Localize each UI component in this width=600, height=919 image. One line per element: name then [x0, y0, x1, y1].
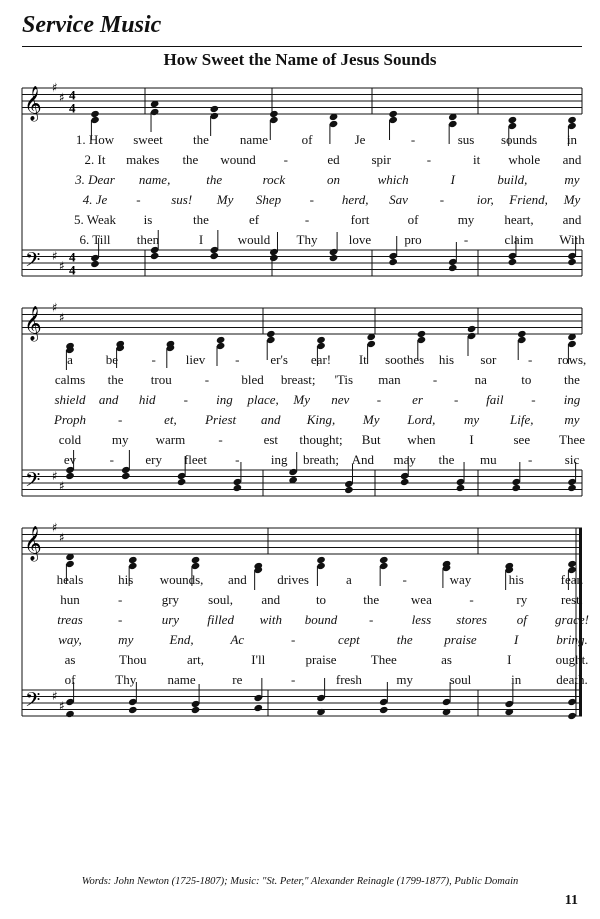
lyric-syllable: 4. Je	[82, 192, 108, 207]
lyric-syllable: -	[369, 612, 374, 627]
verse-line-4	[0, 630, 600, 650]
lyric-syllable: drives	[277, 572, 309, 587]
lyric-syllable: -	[118, 592, 123, 607]
lyric-syllable: 6. Till	[79, 232, 111, 247]
lyric-syllable: the	[182, 152, 199, 167]
lyric-syllable: Thee	[559, 432, 585, 447]
lyric-syllable: the	[396, 632, 413, 647]
lyric-syllable: warm	[155, 432, 186, 447]
lyric-syllable: hun	[60, 592, 80, 607]
note-head	[65, 472, 75, 480]
lyric-syllable: sus!	[171, 192, 193, 207]
sharp-icon: ♯	[52, 249, 58, 263]
lyric-syllable: cold	[58, 432, 82, 447]
time-signature-denominator: 4	[69, 100, 76, 116]
lyric-syllable: Proph	[53, 412, 87, 427]
verse-line-2	[0, 590, 600, 610]
lyric-syllable: My	[362, 412, 380, 427]
lyric-syllable: spir	[371, 152, 391, 167]
lyric-syllable: ury	[161, 612, 180, 627]
note-head	[209, 252, 219, 260]
lyric-syllable: heals	[56, 572, 84, 587]
lyric-syllable: Thee	[370, 652, 397, 667]
verse-line-1	[0, 130, 600, 150]
lyric-syllable: mu	[480, 452, 497, 467]
lyric-syllable: be	[105, 352, 118, 367]
lyric-syllable: 'Tis	[334, 372, 354, 387]
lyric-syllable: thought;	[299, 432, 343, 447]
lyric-syllable: bring.	[556, 632, 588, 647]
lyric-syllable: a	[345, 572, 352, 587]
lyric-syllable: re	[232, 672, 243, 687]
lyric-syllable: na	[474, 372, 487, 387]
sharp-icon: ♯	[59, 259, 65, 273]
lyric-syllable: art,	[187, 652, 204, 667]
lyric-syllable: I'll	[251, 652, 266, 667]
lyric-syllable: Friend,	[509, 192, 548, 207]
note-head	[456, 484, 466, 492]
lyric-syllable: whole	[508, 152, 541, 167]
lyric-syllable: -	[439, 192, 445, 207]
lyric-syllable: Je	[354, 132, 366, 147]
lyric-syllable: pro	[404, 232, 422, 247]
lyric-syllable: Priest	[205, 412, 237, 427]
treble-clef-icon: 𝄞	[24, 86, 42, 121]
lyric-syllable: the	[438, 452, 455, 467]
sharp-icon: ♯	[52, 689, 58, 703]
time-signature-numerator: 4	[69, 87, 76, 103]
lyric-syllable: my	[118, 632, 134, 647]
note-head	[508, 258, 518, 266]
lyric-syllable: fresh	[335, 672, 362, 687]
lyric-syllable: with	[259, 612, 282, 627]
lyric-syllable: I	[507, 652, 512, 667]
lyric-syllable: death.	[556, 672, 588, 687]
lyric-syllable: fail	[486, 392, 504, 407]
lyric-syllable: to	[521, 372, 532, 387]
lyric-syllable: It	[358, 352, 367, 367]
verse-line-5	[0, 210, 600, 230]
sharp-icon: ♯	[52, 469, 58, 483]
note-head	[209, 105, 219, 113]
verse-line-6	[0, 450, 600, 470]
lyric-syllable: fleet	[183, 452, 208, 467]
lyric-syllable: which	[377, 172, 409, 187]
lyric-syllable: 2. It	[84, 152, 106, 167]
lyric-syllable: -	[527, 452, 533, 467]
lyric-syllable: Life,	[510, 412, 534, 427]
lyric-syllable: stores	[456, 612, 487, 627]
lyric-syllable: and	[261, 592, 281, 607]
verse-line-6	[0, 230, 600, 250]
lyric-syllable: -	[151, 352, 156, 367]
lyric-syllable: Thy	[296, 232, 318, 247]
verse-line-3	[0, 610, 600, 630]
lyric-syllable: then	[136, 232, 160, 247]
verse-line-2	[0, 370, 600, 390]
lyric-syllable: King,	[306, 412, 336, 427]
lyric-syllable: praise	[444, 632, 477, 647]
lyric-syllable: ing	[216, 392, 233, 407]
lyric-syllable: Lord,	[407, 412, 436, 427]
lyric-syllable: his	[118, 572, 134, 587]
lyric-syllable: Thou	[119, 652, 147, 667]
lyric-syllable: and	[227, 572, 247, 587]
lyric-syllable: praise	[305, 652, 337, 667]
lyric-syllable: Sav	[389, 192, 408, 207]
lyric-syllable: to	[315, 592, 327, 607]
music-system-2	[0, 300, 600, 510]
lyric-syllable: hid	[138, 392, 156, 407]
lyric-syllable: in	[566, 132, 578, 147]
verse-line-3	[0, 390, 600, 410]
lyric-syllable: way	[449, 572, 472, 587]
lyric-syllable: I	[469, 432, 474, 447]
lyric-syllable: -	[118, 412, 123, 427]
sharp-icon: ♯	[59, 310, 65, 325]
lyric-syllable: soul,	[208, 592, 234, 607]
lyric-syllable: -	[290, 632, 296, 647]
note-head	[344, 486, 354, 494]
lyric-syllable: my	[564, 172, 580, 187]
lyric-syllable: -	[463, 232, 469, 247]
lyric-syllable: name,	[138, 172, 171, 187]
lyric-syllable: when	[407, 432, 436, 447]
note-head	[329, 254, 339, 262]
time-signature-numerator: 4	[69, 249, 76, 265]
lyric-syllable: -	[235, 352, 240, 367]
lyric-syllable: wound	[220, 152, 256, 167]
music-system-3	[0, 520, 600, 730]
sharp-icon: ♯	[52, 300, 58, 315]
note-head	[448, 264, 458, 272]
lyric-syllable: my	[564, 412, 580, 427]
lyric-syllable: -	[218, 432, 223, 447]
lyric-syllable: With	[559, 232, 585, 247]
bass-clef-icon: 𝄢	[25, 468, 41, 496]
lyric-syllable: claim	[504, 232, 534, 247]
lyric-syllable: -	[410, 132, 416, 147]
verse-line-4	[0, 410, 600, 430]
lyric-syllable: treas	[57, 612, 83, 627]
verse-line-5	[0, 430, 600, 450]
lyric-syllable: of	[64, 672, 76, 687]
sharp-icon: ♯	[59, 479, 65, 493]
lyric-syllable: fear.	[560, 572, 584, 587]
lyric-syllable: -	[432, 372, 438, 387]
lyric-syllable: ed	[327, 152, 340, 167]
lyric-syllable: heart,	[504, 212, 534, 227]
lyric-syllable: as	[64, 652, 76, 667]
note-head	[128, 706, 138, 714]
lyric-syllable: his	[438, 352, 455, 367]
note-head	[253, 704, 263, 712]
note-head	[269, 254, 279, 262]
lyric-syllable: ing	[270, 452, 288, 467]
lyric-syllable: filled	[207, 612, 234, 627]
lyric-syllable: the	[564, 372, 580, 387]
lyric-syllable: name	[167, 672, 196, 687]
lyric-syllable: and	[261, 412, 281, 427]
lyric-syllable: and	[98, 392, 119, 407]
lyric-syllable: ry	[516, 592, 528, 607]
lyric-syllable: as	[441, 652, 452, 667]
lyric-syllable: in	[511, 672, 522, 687]
lyric-syllable: I	[450, 172, 455, 187]
time-signature-denominator: 4	[69, 262, 76, 278]
note-head	[567, 258, 577, 266]
hymn-title: How Sweet the Name of Jesus Sounds	[163, 50, 437, 69]
note-head	[567, 712, 577, 720]
lyric-syllable: on	[327, 172, 340, 187]
lyric-syllable: sus	[457, 132, 475, 147]
lyric-syllable: makes	[126, 152, 160, 167]
lyric-syllable: the	[193, 132, 209, 147]
note-head	[177, 478, 187, 486]
lyric-syllable: wounds,	[159, 572, 204, 587]
verse-line-5	[0, 650, 600, 670]
lyric-syllable: rows,	[557, 352, 587, 367]
lyric-syllable: sor	[480, 352, 497, 367]
page-header	[22, 12, 582, 47]
lyric-syllable: the	[363, 592, 380, 607]
note-head	[567, 484, 577, 492]
lyric-syllable: gry	[161, 592, 180, 607]
lyric-syllable: man	[378, 372, 401, 387]
lyric-syllable: Thy	[115, 672, 137, 687]
verse-line-4	[0, 190, 600, 210]
lyric-syllable: 1. How	[75, 132, 115, 147]
verse-line-1	[0, 570, 600, 590]
note-head	[379, 706, 389, 714]
note-head	[400, 478, 410, 486]
lyric-syllable: cept	[338, 632, 360, 647]
lyric-syllable: my	[457, 212, 475, 227]
section-title: Service Music	[22, 12, 162, 38]
lyric-syllable: my	[464, 412, 480, 427]
lyric-syllable: -	[235, 452, 240, 467]
lyric-syllable: er	[412, 392, 423, 407]
lyric-syllable: my	[111, 432, 129, 447]
lyric-syllable: est	[263, 432, 279, 447]
note-head	[65, 710, 75, 718]
credit-line: Words: John Newton (1725-1807); Music: "St. Peter," Alexander Reinagle (1799-1877), Public Domain	[81, 876, 519, 887]
lyric-syllable: love	[348, 232, 372, 247]
lyric-syllable: shield	[54, 392, 86, 407]
lyric-syllable: End,	[169, 632, 194, 647]
lyric-syllable: ef	[248, 212, 260, 227]
lyric-syllable: and	[562, 212, 582, 227]
lyric-syllable: it	[472, 152, 481, 167]
verse-line-3	[0, 170, 600, 190]
lyric-syllable: of	[407, 212, 419, 227]
lyric-syllable: the	[206, 172, 223, 187]
lyric-syllable: -	[453, 392, 459, 407]
lyric-syllable: name	[239, 132, 269, 147]
lyric-syllable: -	[426, 152, 432, 167]
lyric-syllable: build,	[497, 172, 528, 187]
lyric-syllable: trou	[150, 372, 172, 387]
lyric-syllable: soul	[449, 672, 472, 687]
lyric-syllable: a	[67, 352, 73, 367]
lyric-syllable: I	[198, 232, 204, 247]
lyric-syllable: -	[109, 452, 114, 467]
lyric-syllable: his	[508, 572, 524, 587]
lyric-syllable: sounds	[500, 132, 538, 147]
lyric-syllable: er's	[270, 352, 288, 367]
lyric-syllable: bled	[241, 372, 264, 387]
note-head	[191, 706, 201, 714]
note-head	[388, 258, 398, 266]
lyric-syllable: -	[304, 212, 310, 227]
verse-line-6	[0, 670, 600, 690]
lyric-syllable: 3. Dear	[75, 172, 115, 187]
lyric-syllable: et,	[164, 412, 177, 427]
lyric-syllable: -	[527, 352, 533, 367]
lyric-syllable: fort	[350, 212, 370, 227]
lyric-syllable: and	[562, 152, 582, 167]
note-head	[233, 484, 243, 492]
bass-clef-icon: 𝄢	[25, 248, 41, 276]
lyric-syllable: breath;	[302, 452, 340, 467]
note-head	[90, 260, 100, 268]
lyric-syllable: -	[531, 392, 536, 407]
lyric-syllable: But	[361, 432, 381, 447]
lyric-syllable: ev	[63, 452, 77, 467]
lyric-syllable: ior,	[476, 192, 494, 207]
lyric-syllable: 5. Weak	[73, 212, 117, 227]
lyric-syllable: of	[516, 612, 527, 627]
music-system-1	[0, 80, 600, 290]
lyric-syllable: soothes	[385, 352, 425, 367]
lyric-syllable: sweet	[133, 132, 163, 147]
lyric-syllable: liev	[185, 352, 206, 367]
lyric-syllable: calms	[54, 372, 86, 387]
lyric-syllable: -	[283, 152, 288, 167]
lyric-syllable: nev	[331, 392, 350, 407]
lyric-syllable: -	[204, 372, 210, 387]
lyric-syllable: see	[513, 432, 531, 447]
lyric-syllable: -	[376, 392, 382, 407]
lyric-syllable: -	[118, 612, 123, 627]
lyric-syllable: way,	[58, 632, 82, 647]
lyric-syllable: ing	[563, 392, 581, 407]
lyric-syllable: -	[402, 572, 407, 587]
lyric-syllable: sic	[564, 452, 580, 467]
note-head	[150, 252, 160, 260]
treble-clef-icon: 𝄞	[24, 526, 42, 561]
lyric-syllable: -	[136, 192, 141, 207]
lyric-syllable: My	[563, 192, 581, 207]
lyric-syllable: -	[290, 672, 296, 687]
lyric-syllable: less	[411, 612, 432, 627]
lyric-syllable: ought.	[555, 652, 589, 667]
lyric-syllable: bound	[304, 612, 338, 627]
note-head	[467, 325, 477, 333]
lyric-syllable: may	[393, 452, 416, 467]
lyric-syllable: rock	[262, 172, 286, 187]
lyric-syllable: My	[293, 392, 310, 407]
lyric-syllable: breast;	[280, 372, 316, 387]
sharp-icon: ♯	[59, 90, 65, 105]
lyric-syllable: -	[469, 592, 474, 607]
sharp-icon: ♯	[59, 699, 65, 713]
note-head	[121, 472, 131, 480]
lyric-syllable: ear!	[310, 352, 332, 367]
lyric-syllable: And	[351, 452, 375, 467]
lyric-syllable: my	[396, 672, 413, 687]
sharp-icon: ♯	[52, 520, 58, 535]
lyric-syllable: Ac	[230, 632, 245, 647]
lyric-syllable: herd,	[341, 192, 369, 207]
bass-clef-icon: 𝄢	[25, 688, 41, 716]
note-head	[511, 484, 521, 492]
lyric-syllable: ery	[145, 452, 162, 467]
lyric-syllable: the	[193, 212, 209, 227]
treble-clef-icon: 𝄞	[24, 306, 42, 341]
verse-line-1	[0, 350, 600, 370]
sharp-icon: ♯	[52, 80, 58, 95]
lyric-syllable: of	[301, 132, 313, 147]
lyric-syllable: wea	[410, 592, 432, 607]
lyric-syllable: is	[143, 212, 153, 227]
lyric-syllable: would	[237, 232, 271, 247]
lyric-syllable: -	[309, 192, 314, 207]
lyric-syllable: My	[216, 192, 234, 207]
page-number: 11	[564, 893, 578, 908]
sharp-icon: ♯	[59, 530, 65, 545]
lyric-syllable: -	[183, 392, 189, 407]
lyric-syllable: place,	[247, 392, 279, 407]
verse-line-2	[0, 150, 600, 170]
lyric-syllable: the	[107, 372, 124, 387]
lyric-syllable: rest.	[560, 592, 584, 607]
lyric-syllable: I	[514, 632, 519, 647]
lyric-syllable: Shep	[255, 192, 282, 207]
lyric-syllable: grace!	[555, 612, 589, 627]
